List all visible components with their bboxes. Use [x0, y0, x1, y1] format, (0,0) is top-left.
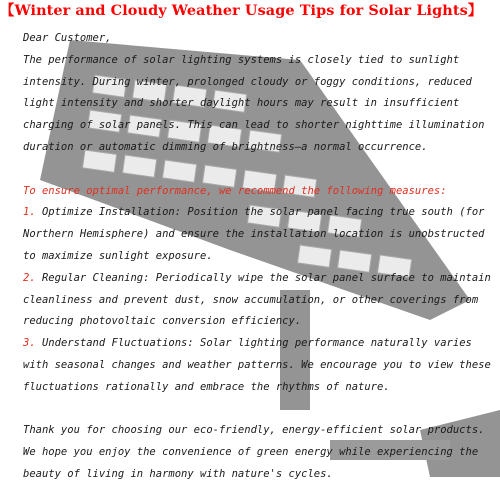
closing-paragraph: Thank you for choosing our eco-friendly, energy-efficient solar products. We hope you enjoy the convenience of green energy while experiencing the beauty of living in harmony with nature's cycles. [23, 424, 485, 480]
greeting: Dear Customer, [23, 32, 112, 44]
letter-body [23, 28, 493, 486]
page-title: 【Winter and Cloudy Weather Usage Tips for Solar Lights】 [0, 2, 483, 19]
spacer [23, 159, 493, 181]
measure-number: 1. [23, 206, 36, 219]
intro-paragraph: The performance of solar lighting systems is closely tied to sunlight intensity. During winter, prolonged cloudy or foggy conditions, reduced light intensity and shorter daylight hours may result in insufficient charging of solar panels. This can lead to shorter nighttime illumination duration or automatic dimming of brightness—a normal occurrence. [23, 53, 485, 153]
measure-number: 3. [23, 337, 36, 350]
recommend-heading: To ensure optimal performance, we recommend the following measures: [23, 184, 447, 197]
measure-text: Regular Cleaning: Periodically wipe the solar panel surface to maintain cleanliness and prevent dust, snow accumulation, or other coverings from reducing photovoltaic conversion efficiency. [23, 271, 491, 328]
measure-text: Understand Fluctuations: Solar lighting performance naturally varies with seasonal changes and weather patterns. We encourage you to view these fluctuations rationally and embrace the rhythms of nature. [23, 337, 491, 393]
spacer [23, 399, 493, 421]
measure-item [23, 202, 493, 267]
measure-item [23, 268, 493, 333]
measure-number: 2. [23, 271, 36, 284]
measure-item [23, 333, 493, 398]
measure-text: Optimize Installation: Position the solar panel facing true south (for Northern Hemisphere) and ensure the installation location is unobstructed to maximize sunlight exposure. [23, 206, 485, 262]
